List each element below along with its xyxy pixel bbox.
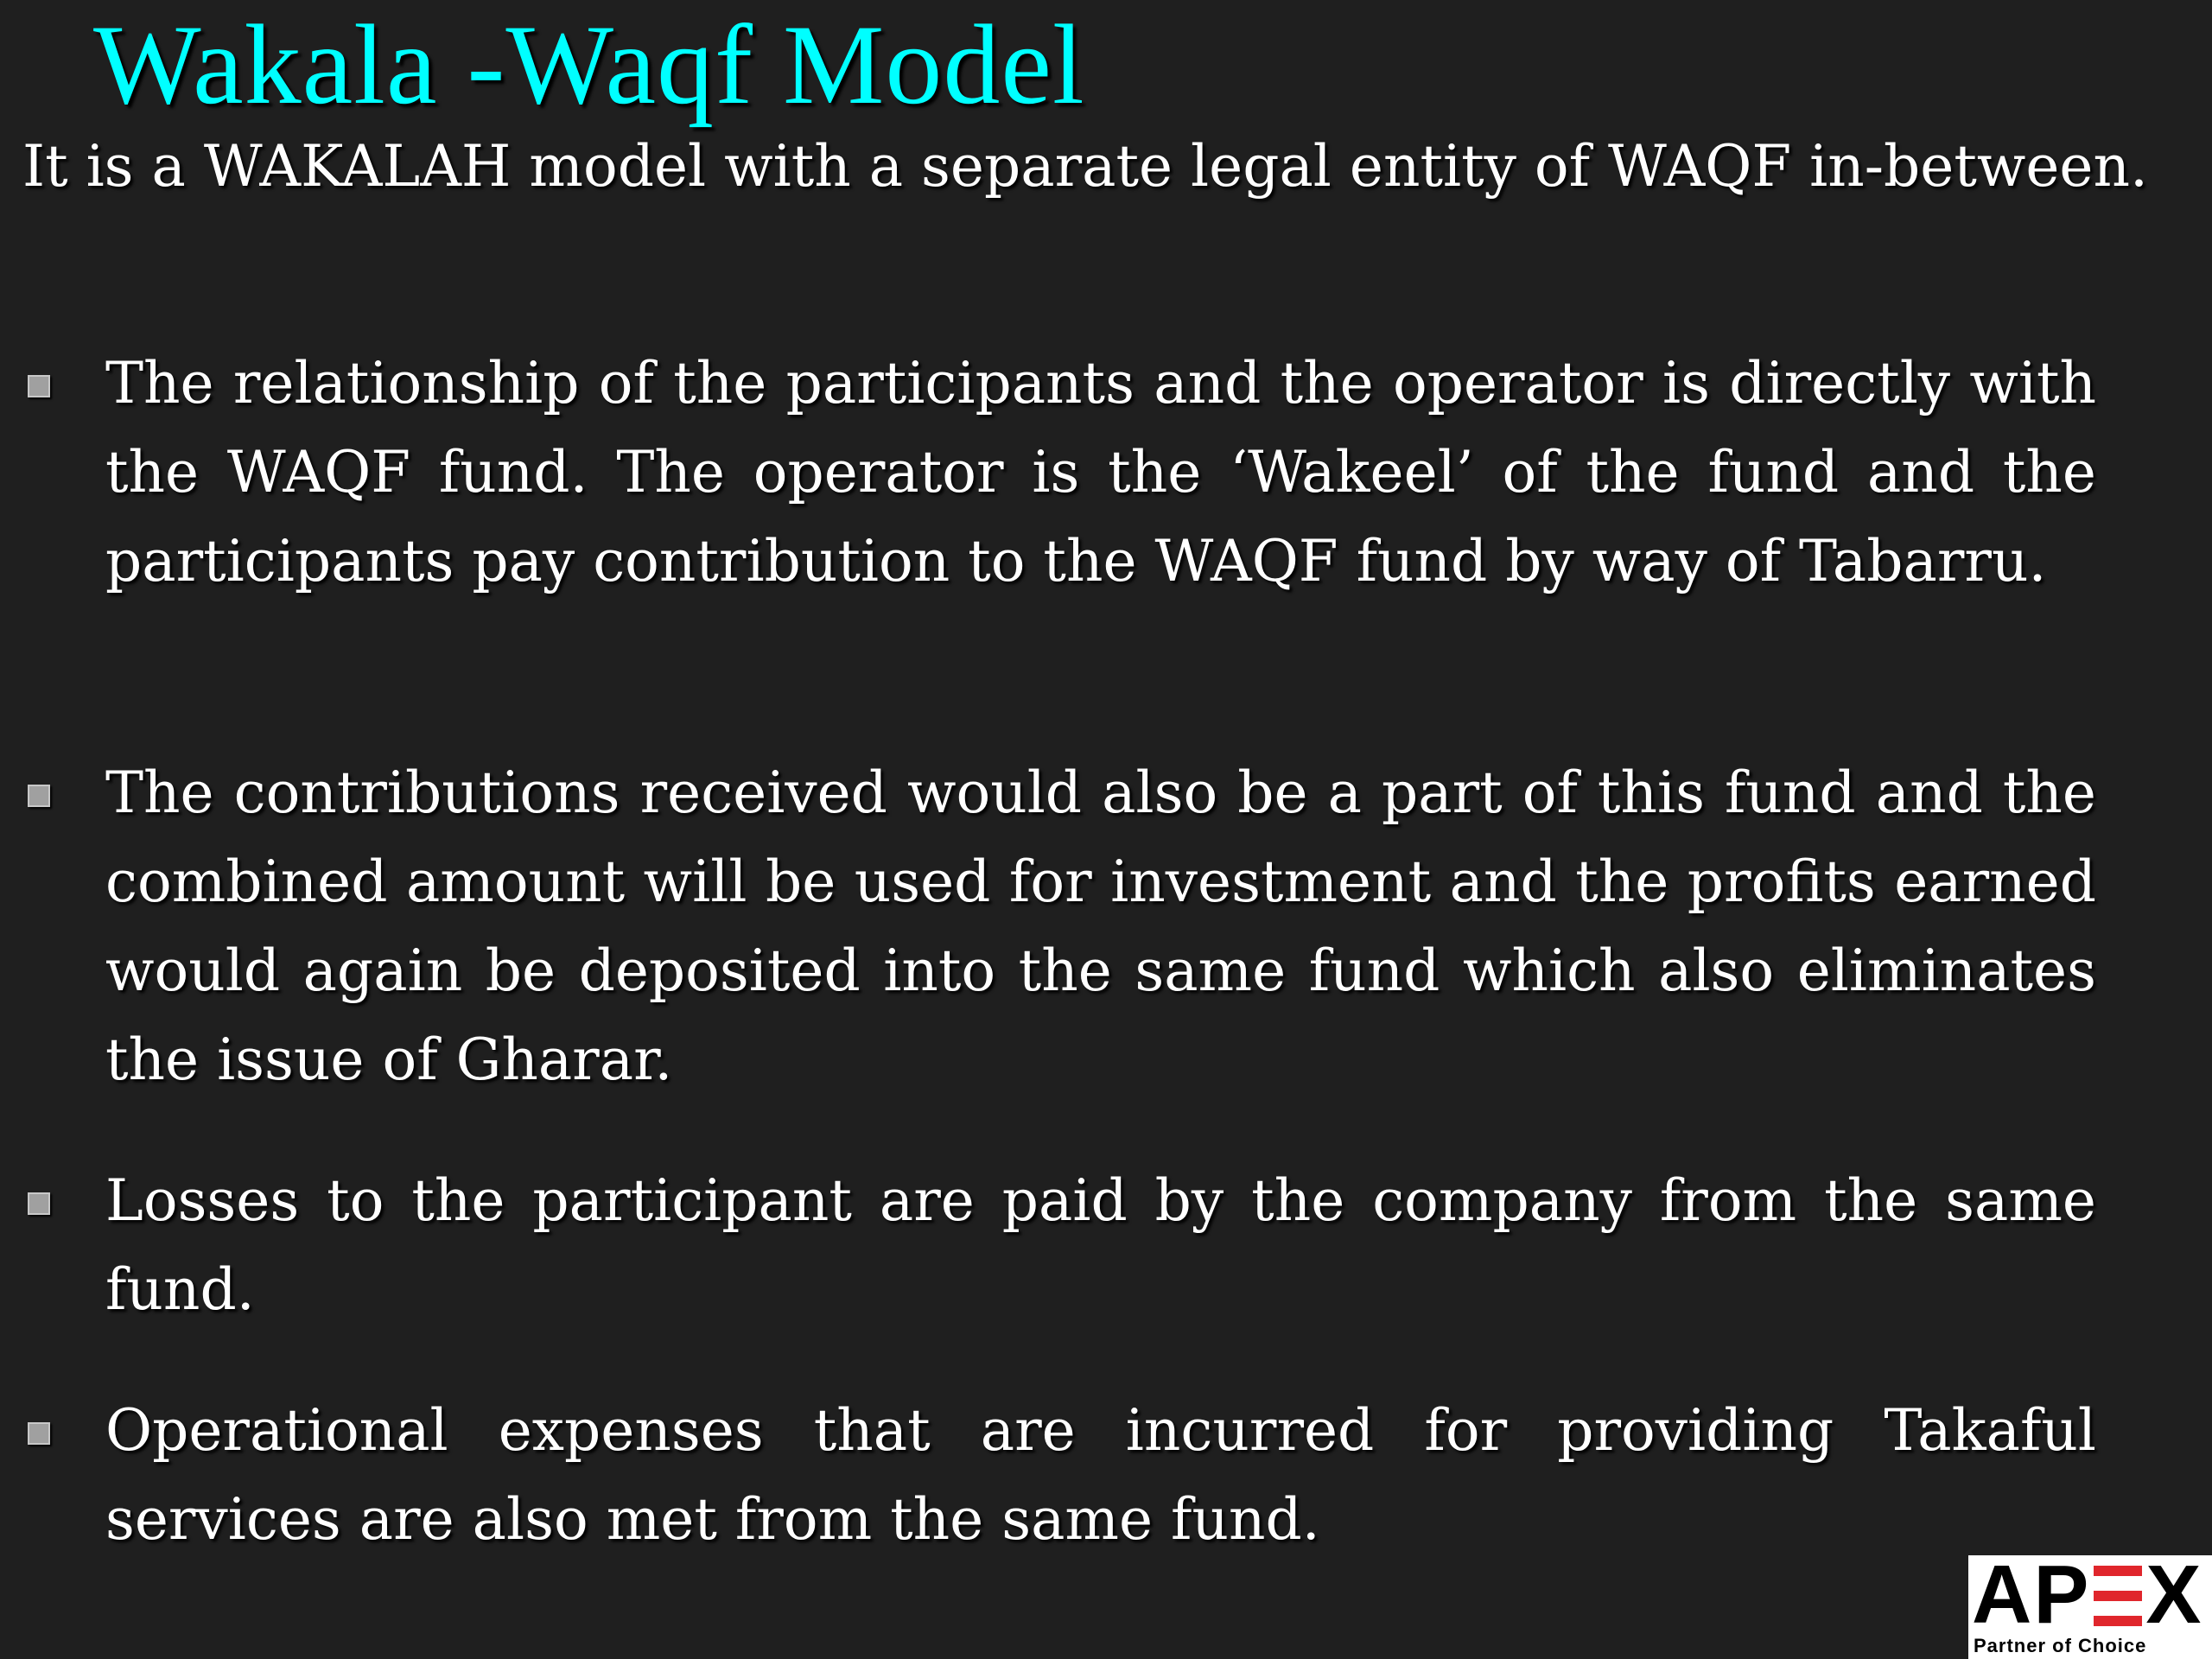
logo-e-bars-icon: [2094, 1566, 2142, 1626]
square-bullet-icon: [22, 339, 105, 425]
logo-letters-ap: AP: [1972, 1555, 2091, 1641]
slide-title: Wakala -Waqf Model: [93, 1, 1085, 128]
intro-text: It is a WAKALAH model with a separate legal entity of WAQF in-between.: [22, 133, 2148, 200]
logo-tagline: Partner of Choice: [1974, 1635, 2147, 1656]
logo-letter-x: X: [2145, 1555, 2203, 1641]
bullet-text: The contributions received would also be a part of this fund and the combined amount will be used for investment and the profits earned would again be deposited into the same fund which also eliminates the issue of Gharar.: [105, 760, 2096, 1093]
bullet-item: [22, 748, 2096, 1104]
logo-wordmark: [1972, 1555, 2203, 1641]
square-bullet-icon: [22, 1156, 105, 1243]
bullet-text: Losses to the participant are paid by the company from the same fund.: [105, 1167, 2096, 1323]
bullet-text: Operational expenses that are incurred for providing Takaful services are also met from the same fund.: [105, 1397, 2096, 1553]
bullet-item: [22, 1386, 2096, 1564]
bullet-text: The relationship of the participants and the operator is directly with the WAQF fund. The operator is the ‘Wakeel’ of the fund and the participants pay contribution to the WAQF fund by way of Tabarru.: [105, 350, 2096, 594]
square-bullet-icon: [22, 1386, 105, 1472]
apex-logo: [1968, 1555, 2212, 1659]
square-bullet-icon: [22, 748, 105, 835]
bullet-item: [22, 339, 2096, 606]
bullet-item: [22, 1156, 2096, 1334]
